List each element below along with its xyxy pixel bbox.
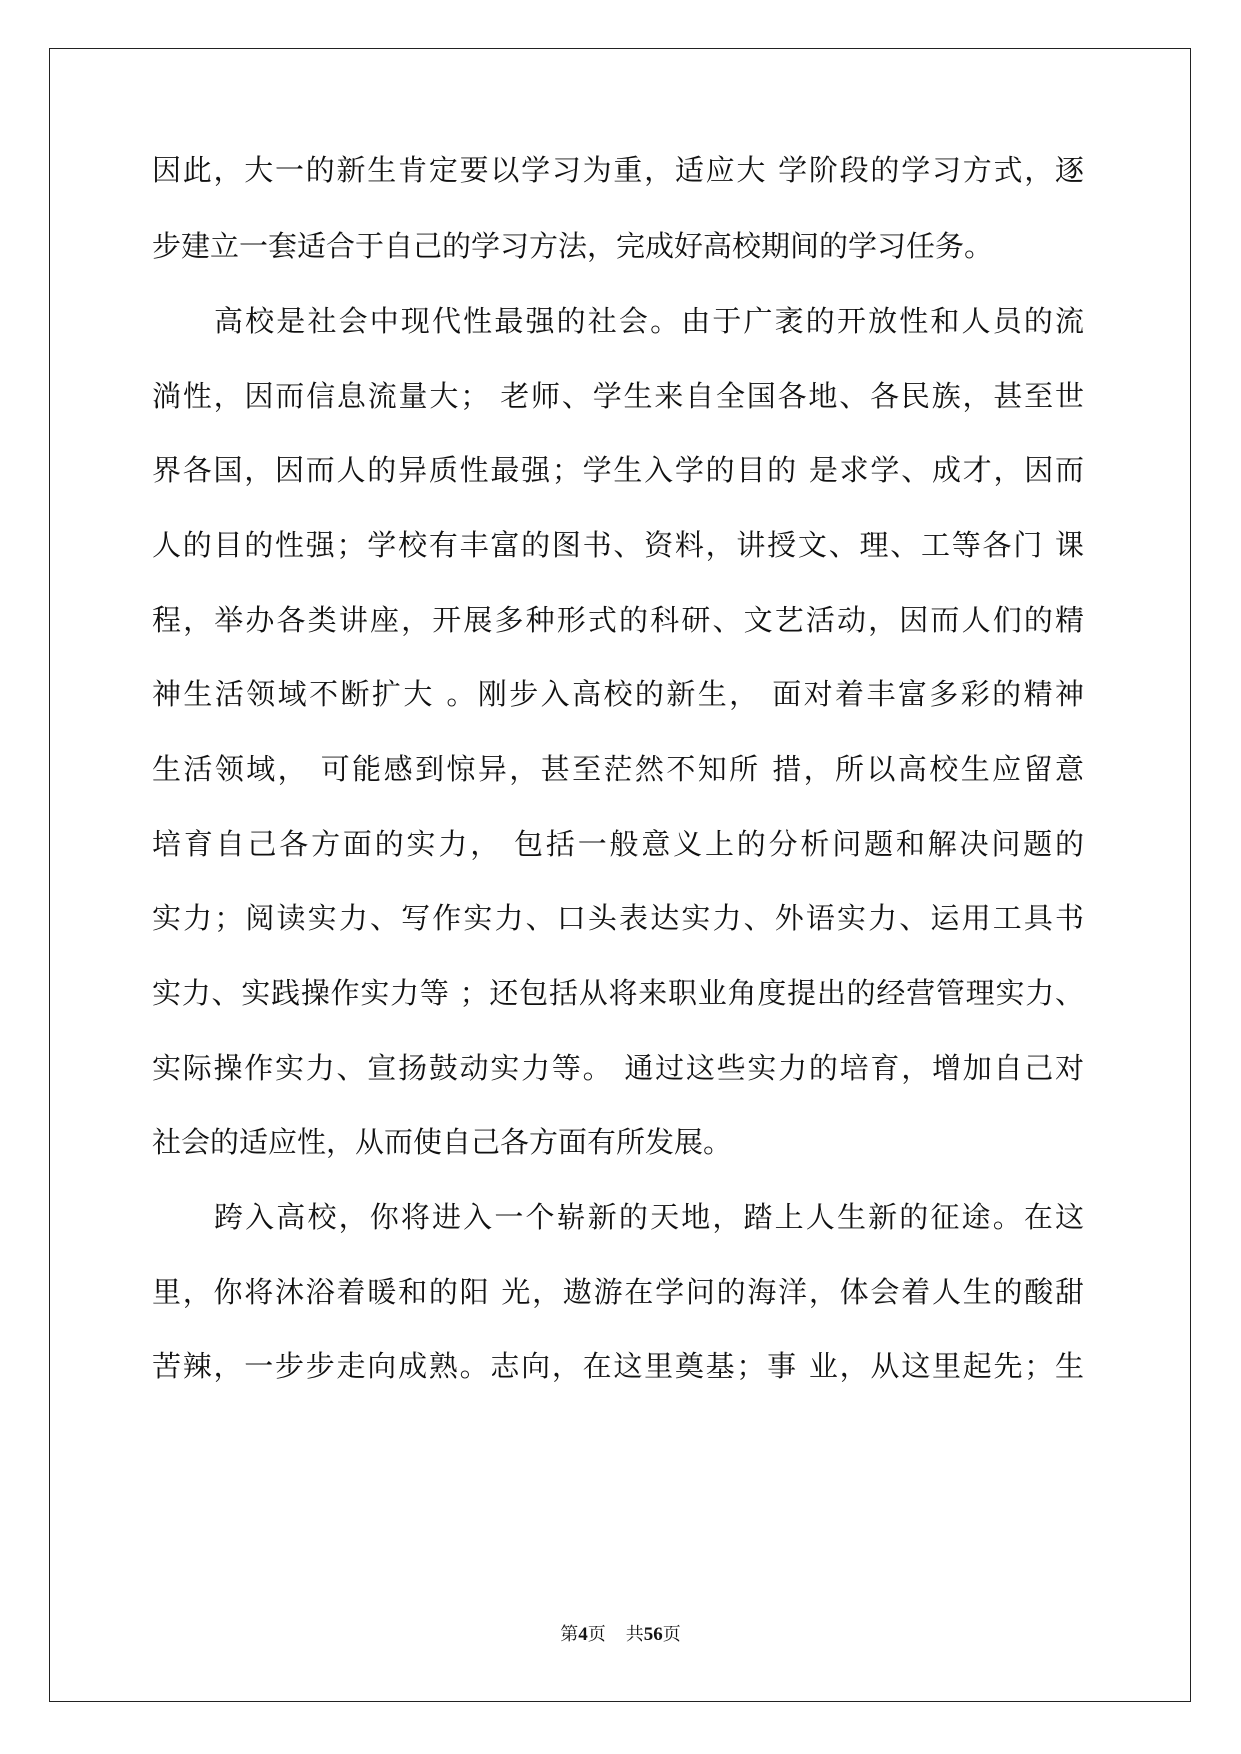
- text-line: 因此，大一的新生肯定要以学习为重，适应大 学阶段的学习方式，逐: [152, 153, 1084, 187]
- text-line: 跨入高校，你将进入一个崭新的天地，踏上人生新的征途。在这: [214, 1200, 1084, 1234]
- text-line: 淌性，因而信息流量大； 老师、学生来自全国各地、各民族，甚至世: [152, 379, 1084, 413]
- text-line: 实力；阅读实力、写作实力、口头表达实力、外语实力、运用工具书: [152, 901, 1084, 935]
- text-line: 界各国，因而人的异质性最强；学生入学的目的 是求学、成才，因而: [152, 453, 1084, 487]
- text-line: 高校是社会中现代性最强的社会。由于广袤的开放性和人员的流: [214, 304, 1084, 338]
- text-line: 神生活领域不断扩大 。刚步入高校的新生， 面对着丰富多彩的精神: [152, 677, 1084, 711]
- footer-total-word: 页: [662, 1624, 681, 1645]
- text-line: 步建立一套适合于自己的学习方法，完成好高校期间的学习任务。: [152, 229, 994, 263]
- text-line: 社会的适应性，从而使自己各方面有所发展。: [152, 1125, 733, 1159]
- footer-total-prefix: 共: [625, 1624, 644, 1645]
- text-line: 生活领域， 可能感到惊异，甚至茫然不知所 措，所以高校生应留意: [152, 752, 1084, 786]
- text-line: 程，举办各类讲座，开展多种形式的科研、文艺活动，因而人们的精: [152, 603, 1084, 637]
- current-page-number: 4: [578, 1624, 588, 1645]
- text-line: 培育自己各方面的实力， 包括一般意义上的分析问题和解决问题的: [152, 827, 1084, 861]
- text-line: 苦辣，一步步走向成熟。志向，在这里奠基；事 业，从这里起先；生: [152, 1349, 1084, 1383]
- text-line: 实际操作实力、宣扬鼓动实力等。 通过这些实力的培育，增加自己对: [152, 1051, 1084, 1085]
- text-line: 实力、实践操作实力等 ；还包括从将来职业角度提出的经营管理实力、: [152, 976, 1084, 1010]
- text-line: 里，你将沐浴着暖和的阳 光，遨游在学问的海洋，体会着人生的酸甜: [152, 1275, 1084, 1309]
- page-footer: [0, 1620, 1241, 1650]
- footer-prefix: 第: [560, 1624, 579, 1645]
- footer-page-word: 页: [587, 1624, 606, 1645]
- text-line: 人的目的性强；学校有丰富的图书、资料，讲授文、理、工等各门 课: [152, 528, 1084, 562]
- total-pages-number: 56: [643, 1624, 663, 1645]
